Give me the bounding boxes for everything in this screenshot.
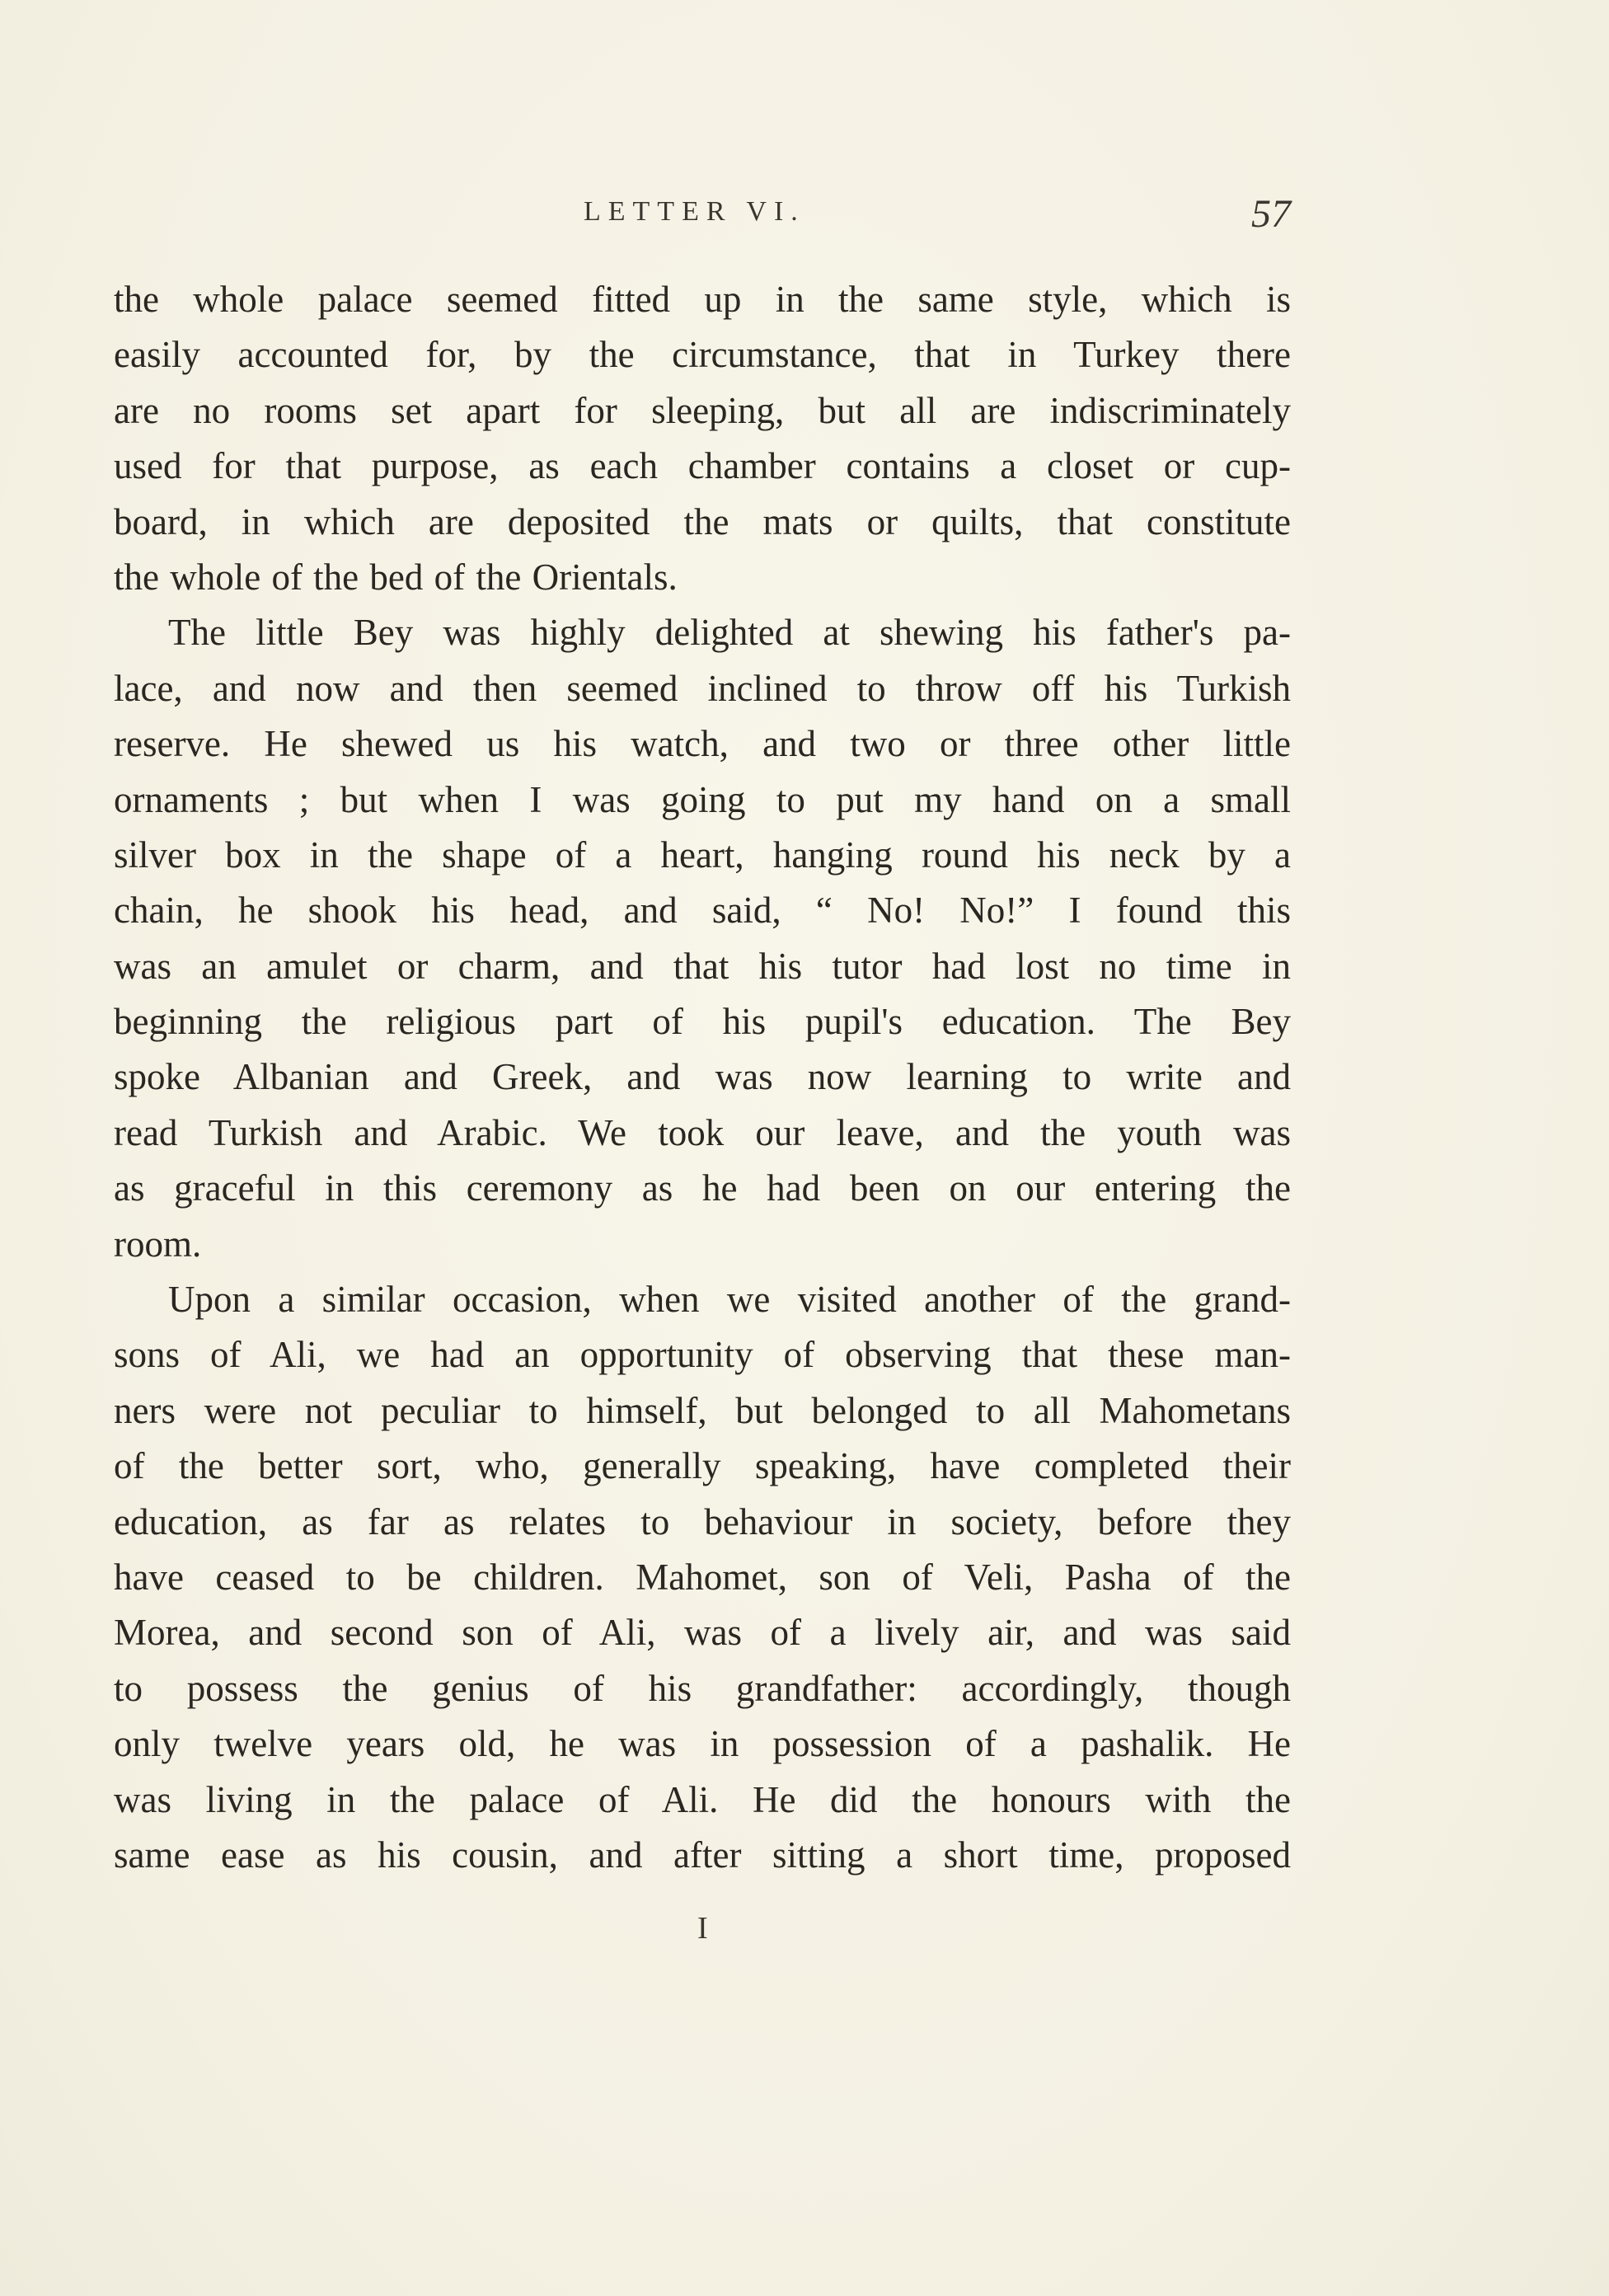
text-line: chain, he shook his head, and said, “ No! No!” I found this: [114, 890, 1291, 932]
paragraph: [114, 272, 1291, 605]
text-line: lace, and now and then seemed inclined to throw off his Turkish: [114, 667, 1291, 709]
text-line: ornaments ; but when I was going to put my hand on a small: [114, 778, 1291, 820]
text-line: The little Bey was highly delighted at shewing his father's pa-: [168, 612, 1291, 654]
text-line: room.: [114, 1223, 202, 1265]
text-line: as graceful in this ceremony as he had been on our entering the: [114, 1167, 1291, 1209]
text-line: have ceased to be children. Mahomet, son of Veli, Pasha of the: [114, 1556, 1291, 1598]
text-line: education, as far as relates to behaviour in society, before they: [114, 1500, 1291, 1542]
paragraph: [114, 605, 1291, 1272]
text-line: read Turkish and Arabic. We took our leave, and the youth was: [114, 1111, 1291, 1153]
running-head: [0, 191, 1609, 241]
text-line: to possess the genius of his grandfather: accordingly, though: [114, 1667, 1291, 1709]
text-line: only twelve years old, he was in possession of a pashalik. He: [114, 1723, 1291, 1765]
paragraph: [114, 1272, 1291, 1883]
text-line: Morea, and second son of Ali, was of a lively air, and was said: [114, 1612, 1291, 1654]
text-line: the whole palace seemed fitted up in the same style, which is: [114, 279, 1291, 320]
text-line: beginning the religious part of his pupil's education. The Bey: [114, 1001, 1291, 1043]
text-line: of the better sort, who, generally speaking, have completed their: [114, 1445, 1291, 1487]
text-line: ners were not peculiar to himself, but belonged to all Mahometans: [114, 1389, 1291, 1431]
body-text: [114, 272, 1291, 1883]
text-line: was an amulet or charm, and that his tutor had lost no time in: [114, 945, 1291, 987]
running-head-title: LETTER VI.: [584, 196, 805, 227]
text-line: was living in the palace of Ali. He did the honours with the: [114, 1778, 1291, 1820]
text-line: Upon a similar occasion, when we visited another of the grand-: [168, 1279, 1291, 1321]
signature-mark: I: [697, 1911, 708, 1946]
text-line: the whole of the bed of the Orientals.: [114, 556, 678, 598]
text-line: easily accounted for, by the circumstance, that in Turkey there: [114, 334, 1291, 376]
text-line: same ease as his cousin, and after sitting a short time, proposed: [114, 1834, 1291, 1876]
text-line: reserve. He shewed us his watch, and two or three other little: [114, 723, 1291, 765]
page-number: 57: [1251, 192, 1291, 236]
text-line: spoke Albanian and Greek, and was now learning to write and: [114, 1056, 1291, 1098]
text-line: sons of Ali, we had an opportunity of observing that these man-: [114, 1334, 1291, 1376]
text-line: board, in which are deposited the mats or quilts, that constitute: [114, 500, 1291, 542]
text-line: are no rooms set apart for sleeping, but all are indiscriminately: [114, 389, 1291, 431]
text-line: used for that purpose, as each chamber contains a closet or cup-: [114, 445, 1291, 487]
text-line: silver box in the shape of a heart, hanging round his neck by a: [114, 833, 1291, 876]
